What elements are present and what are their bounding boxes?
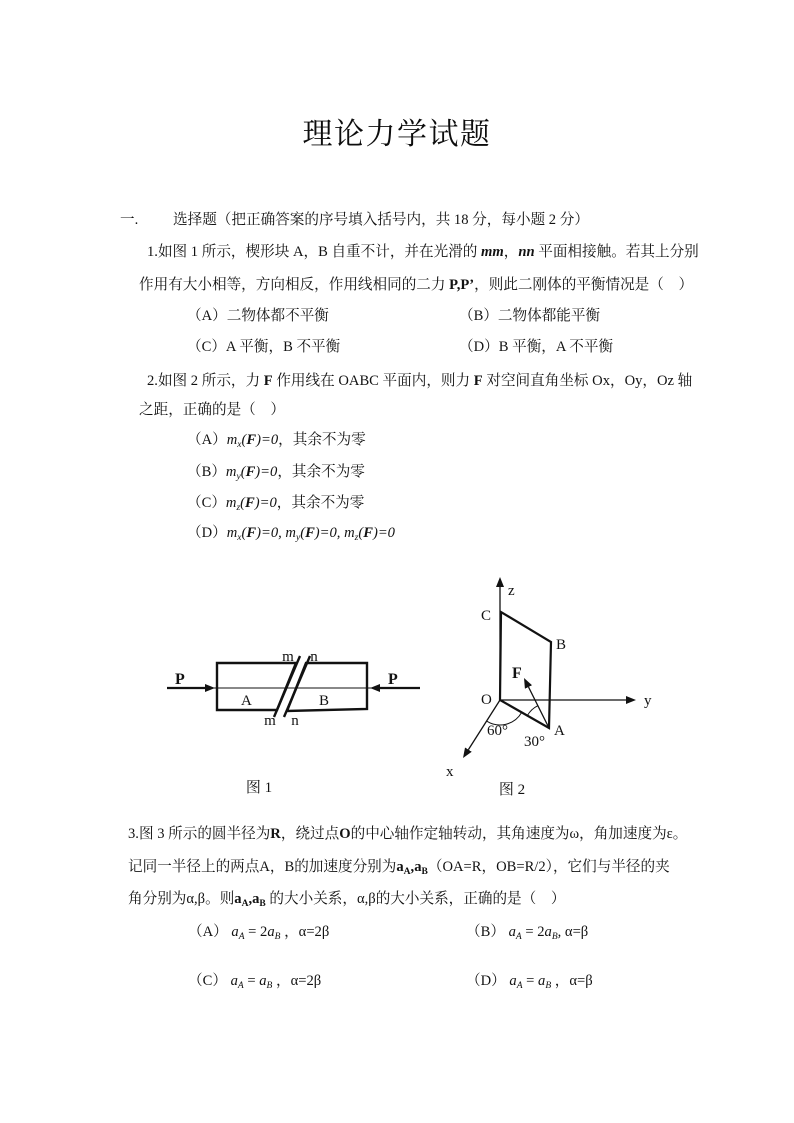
math-a-sub: B bbox=[274, 932, 281, 942]
q1-line2-text-a: 作用有大小相等，方向相反，作用线相同的二力 bbox=[139, 277, 450, 293]
math-comma: , bbox=[248, 891, 253, 907]
section-1-heading: 选择题（把正确答案的序号填入括号内，共 18 分，每小题 2 分） bbox=[173, 212, 589, 228]
math-equals: = bbox=[243, 973, 260, 989]
math-a: a bbox=[234, 891, 242, 907]
math-F: F bbox=[246, 432, 257, 448]
q3-line-3 bbox=[128, 890, 565, 909]
q3-option-c bbox=[188, 972, 321, 991]
math-m: m bbox=[344, 525, 355, 541]
page-title: 理论力学试题 bbox=[302, 118, 492, 151]
q3-option-a-label: （A） bbox=[188, 924, 232, 940]
math-a: a bbox=[414, 859, 422, 875]
q1-line-1 bbox=[147, 243, 699, 262]
math-m: m bbox=[226, 432, 238, 448]
n-bottom-label: n bbox=[291, 713, 299, 729]
n-top-label: n bbox=[310, 649, 318, 665]
q2-force-f-2: F bbox=[473, 373, 483, 389]
angle-30-label: 30° bbox=[524, 734, 545, 750]
math-a-sub: A bbox=[403, 867, 411, 877]
q3-line2-text-b: （OA=R，OB=R/2），它们与半径的夹 bbox=[427, 859, 670, 875]
figure-2-caption: 图 2 bbox=[498, 782, 526, 798]
math-a-sub: A bbox=[515, 932, 522, 942]
math-eq-zero: )=0, bbox=[314, 525, 345, 541]
q2-option-b-label: （B） bbox=[187, 464, 226, 480]
figure-1-caption: 图 1 bbox=[245, 780, 273, 796]
math-a-sub: A bbox=[516, 981, 523, 991]
q2-option-a-tail: ，其余不为零 bbox=[278, 432, 366, 448]
math-a-sub: A bbox=[237, 981, 244, 991]
plane-oabc bbox=[500, 612, 551, 728]
math-a: a bbox=[508, 924, 516, 940]
q3-option-a-tail: ，α=2β bbox=[280, 924, 330, 940]
q1-option-c: （C）A 平衡，B 不平衡 bbox=[187, 339, 341, 355]
q1-line-2 bbox=[139, 276, 693, 295]
q3-line2-text-a: 记同一半径上的两点A，B的加速度分别为 bbox=[128, 859, 397, 875]
math-m: m bbox=[225, 464, 237, 480]
q3-radius-R: R bbox=[270, 826, 281, 842]
point-a-label: A bbox=[554, 723, 565, 739]
angle-30-arc bbox=[527, 706, 538, 716]
origin-o-label: O bbox=[481, 692, 492, 708]
q1-line2-text-b: ，则此二刚体的平衡情况是（ ） bbox=[474, 277, 694, 293]
q1-forces-pp: P,P’ bbox=[449, 277, 475, 293]
q2-option-d bbox=[187, 524, 395, 543]
math-a-sub: B bbox=[421, 867, 428, 877]
math-F: F bbox=[245, 464, 256, 480]
force-p-right-label: P bbox=[388, 671, 398, 688]
q3-line1-text-a: 3.图 3 所示的圆半径为 bbox=[128, 826, 271, 842]
math-a-sub: B bbox=[551, 932, 558, 942]
q1-line1-comma: ， bbox=[503, 244, 519, 260]
m-top-label: m bbox=[282, 649, 294, 665]
q1-option-d: （D）B 平衡，A 不平衡 bbox=[459, 339, 614, 355]
math-axis-sub: z bbox=[236, 503, 241, 513]
block-a-shape bbox=[217, 663, 296, 710]
q2-line-1 bbox=[147, 372, 692, 391]
q2-option-c bbox=[187, 494, 364, 513]
q1-line1-text-a: 1.如图 1 所示，楔形块 A，B 自重不计，并在光滑的 bbox=[147, 244, 482, 260]
math-a: a bbox=[396, 859, 404, 875]
z-axis-label: z bbox=[508, 583, 515, 599]
q2-option-a bbox=[187, 431, 366, 450]
math-comma: , bbox=[410, 859, 415, 875]
y-axis-label: y bbox=[644, 693, 652, 709]
math-a: a bbox=[252, 891, 260, 907]
math-axis-sub: x bbox=[237, 440, 242, 450]
math-axis-sub: z bbox=[354, 533, 359, 543]
q2-option-d-label: （D） bbox=[187, 525, 227, 541]
figure-1-wedge-blocks bbox=[150, 640, 430, 732]
q1-option-b: （B）二物体都能平衡 bbox=[459, 308, 601, 324]
q3-option-a bbox=[188, 923, 329, 942]
math-axis-sub: y bbox=[236, 472, 241, 482]
math-a: a bbox=[230, 973, 238, 989]
math-a: a bbox=[544, 924, 552, 940]
q3-option-d-label: （D） bbox=[466, 973, 510, 989]
figure-2-axes-plane bbox=[440, 565, 665, 780]
q3-line1-text-c: 的中心轴作定轴转动，其角速度为ω，角加速度为ε。 bbox=[350, 826, 688, 842]
q3-option-d-tail: ，α=β bbox=[551, 973, 593, 989]
point-c-label: C bbox=[481, 608, 492, 624]
math-eq-zero: )=0 bbox=[372, 525, 395, 541]
math-a: a bbox=[538, 973, 546, 989]
math-F: F bbox=[305, 525, 315, 541]
math-a: a bbox=[259, 973, 267, 989]
q3-option-c-tail: ，α=2β bbox=[272, 973, 322, 989]
math-paren: ( bbox=[240, 464, 246, 480]
block-a-label: A bbox=[241, 693, 252, 709]
section-1-number: 一. bbox=[120, 212, 139, 228]
q2-force-f-1: F bbox=[263, 373, 273, 389]
math-paren: ( bbox=[240, 495, 246, 511]
math-a: a bbox=[231, 924, 239, 940]
math-a-sub: A bbox=[238, 932, 245, 942]
q2-option-c-label: （C） bbox=[187, 495, 226, 511]
q2-line1-text-b: 作用线在 OABC 平面内，则力 bbox=[272, 373, 474, 389]
math-eq-zero: )=0 bbox=[256, 432, 279, 448]
math-eq-zero: )=0 bbox=[255, 464, 278, 480]
math-a-sub: B bbox=[545, 981, 552, 991]
math-a-sub: A bbox=[241, 899, 249, 909]
q3-line1-text-b: ，绕过点 bbox=[280, 826, 340, 842]
math-eq-zero: )=0, bbox=[256, 525, 286, 541]
q1-plane-nn: nn bbox=[518, 244, 535, 260]
math-m: m bbox=[285, 525, 296, 541]
q3-option-d bbox=[466, 972, 593, 991]
q3-point-O: O bbox=[339, 826, 351, 842]
q3-option-b-label: （B） bbox=[466, 924, 509, 940]
math-equals: = 2 bbox=[521, 924, 545, 940]
math-paren: ( bbox=[241, 525, 247, 541]
q3-line3-text-a: 角分别为α,β。则 bbox=[128, 891, 235, 907]
math-equals: = 2 bbox=[244, 924, 268, 940]
m-bottom-label: m bbox=[264, 713, 276, 729]
q1-plane-mm: mm bbox=[481, 244, 504, 260]
math-a-sub: B bbox=[259, 899, 266, 909]
math-a: a bbox=[267, 924, 275, 940]
block-b-label: B bbox=[319, 693, 330, 709]
q2-option-b-tail: ，其余不为零 bbox=[277, 464, 365, 480]
force-f-label: F bbox=[512, 665, 522, 682]
q1-line1-text-b: 平面相接触。若其上分别 bbox=[534, 244, 699, 260]
math-F: F bbox=[246, 525, 257, 541]
math-axis-sub: y bbox=[295, 533, 301, 543]
math-m: m bbox=[226, 525, 238, 541]
q3-option-b bbox=[466, 923, 588, 942]
math-a: a bbox=[509, 973, 517, 989]
math-axis-sub: x bbox=[237, 533, 242, 543]
q2-line1-text-a: 2.如图 2 所示，力 bbox=[147, 373, 264, 389]
math-eq-zero: )=0 bbox=[254, 495, 277, 511]
q3-line-2 bbox=[128, 858, 670, 877]
q2-line-2: 之距，正确的是（ ） bbox=[139, 402, 285, 418]
q3-option-c-label: （C） bbox=[188, 973, 231, 989]
force-p-left-label: P bbox=[175, 671, 185, 688]
q3-line3-text-b: 的大小关系，α,β的大小关系，正确的是（ ） bbox=[265, 891, 566, 907]
q1-option-a: （A）二物体都不平衡 bbox=[187, 308, 329, 324]
x-axis-label: x bbox=[446, 764, 454, 780]
point-b-label: B bbox=[556, 637, 567, 653]
q2-option-a-label: （A） bbox=[187, 432, 227, 448]
math-paren: ( bbox=[300, 525, 306, 541]
math-a-sub: B bbox=[266, 981, 273, 991]
math-F: F bbox=[245, 495, 255, 511]
q3-line-1 bbox=[128, 825, 687, 844]
math-paren: ( bbox=[241, 432, 247, 448]
q3-option-b-tail: , α=β bbox=[557, 924, 589, 940]
math-F: F bbox=[363, 525, 373, 541]
math-paren: ( bbox=[358, 525, 364, 541]
q2-option-c-tail: ，其余不为零 bbox=[276, 495, 365, 511]
q2-line1-text-c: 对空间直角坐标 Ox，Oy，Oz 轴 bbox=[482, 373, 693, 389]
angle-60-label: 60° bbox=[487, 723, 508, 739]
math-m: m bbox=[225, 495, 237, 511]
q2-option-b bbox=[187, 463, 365, 482]
math-equals: = bbox=[522, 973, 539, 989]
